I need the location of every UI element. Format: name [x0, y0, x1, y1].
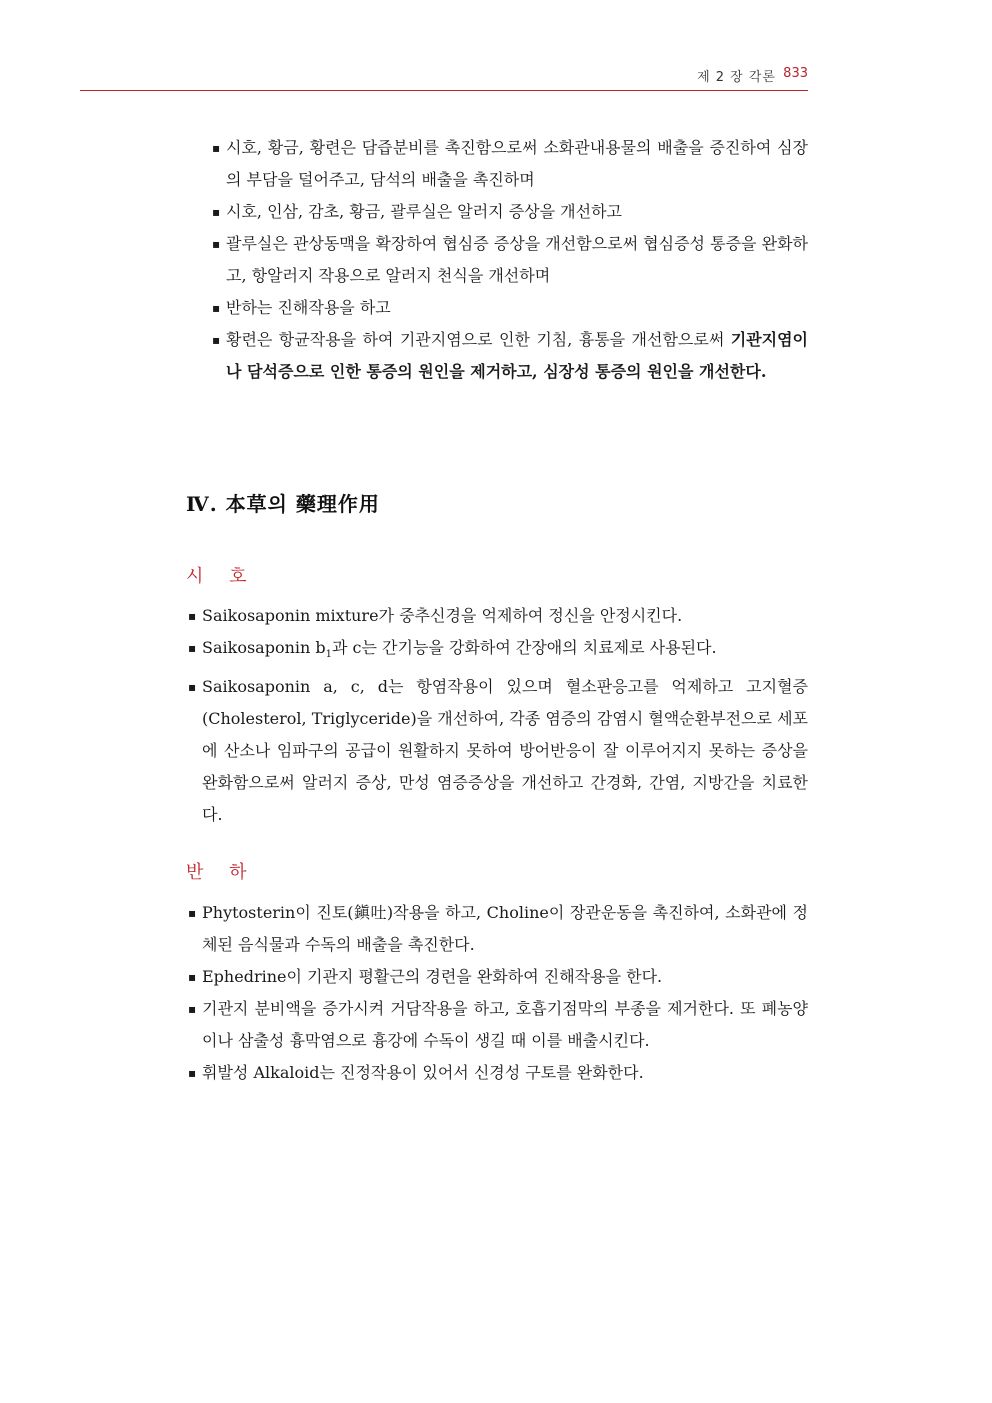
bullet-icon: ▪	[188, 970, 197, 984]
list-item: ▪ 시호, 황금, 황련은 담즙분비를 촉진함으로써 소화관내용물의 배출을 증진하여 심장의 부담을 덜어주고, 담석의 배출을 촉진하며	[226, 132, 808, 196]
list-item: ▪ 휘발성 Alkaloid는 진정작용이 있어서 신경성 구토를 완화한다.	[202, 1057, 808, 1089]
list-item: ▪ Phytosterin이 진토(鎭吐)작용을 하고, Choline이 장관운동을 촉진하여, 소화관에 정체된 음식물과 수독의 배출을 촉진한다.	[202, 897, 808, 961]
list-item: ▪ 시호, 인삼, 감초, 황금, 괄루실은 알러지 증상을 개선하고	[226, 196, 808, 228]
bullet-icon: ▪	[212, 237, 221, 251]
page-header	[80, 62, 808, 91]
banha-effects-list	[188, 897, 808, 1089]
bullet-icon: ▪	[188, 1066, 197, 1080]
herb-heading-siho: 시 호	[186, 566, 257, 587]
summary-list	[212, 132, 808, 388]
bullet-icon: ▪	[212, 205, 221, 219]
list-item: ▪ Saikosaponin a, c, d는 항염작용이 있으며 혈소판응고를 억제하고 고지혈증(Cholesterol, Triglyceride)을 개선하여, 각종 염증의 감염시 혈액순환부전으로 세포에 산소나 임파구의 공급이 원활하지 못하여 방어반응이 잘 이루어지지 못하는 증상을 완화함으로써 알러지 증상, 만성 염증증상을 개선하고 간경화, 간염, 지방간을 치료한다.	[202, 671, 808, 831]
list-item: ▪ 기관지 분비액을 증가시켜 거담작용을 하고, 호흡기점막의 부종을 제거한다. 또 폐농양이나 삼출성 흉막염으로 흉강에 수독이 생길 때 이를 배출시킨다.	[202, 993, 808, 1057]
bullet-icon: ▪	[212, 333, 221, 347]
bullet-icon: ▪	[188, 641, 197, 655]
list-item: ▪ Saikosaponin mixture가 중추신경을 억제하여 정신을 안정시킨다.	[202, 600, 808, 632]
bullet-icon: ▪	[188, 1002, 197, 1016]
chapter-title: 제 2 장 각론	[697, 70, 776, 85]
list-item: ▪ 황련은 항균작용을 하여 기관지염으로 인한 기침, 흉통을 개선함으로써 기관지염이나 담석증으로 인한 통증의 원인을 제거하고, 심장성 통증의 원인을 개선한다.	[226, 324, 808, 388]
list-item: ▪ Saikosaponin $b_1$과 c는 간기능을 강화하여 간장애의 치료제로 사용된다.	[202, 632, 808, 671]
bullet-icon: ▪	[188, 906, 197, 920]
bullet-icon: ▪	[188, 680, 197, 695]
bullet-icon: ▪	[212, 141, 221, 155]
list-item: ▪ Ephedrine이 기관지 평활근의 경련을 완화하여 진해작용을 한다.	[202, 961, 808, 993]
bullet-icon: ▪	[212, 301, 221, 315]
bullet-icon: ▪	[188, 609, 197, 623]
emphasis-text: 기관지염이나 담석증으로 인한 통증의 원인을 제거하고, 심장성 통증의 원인을 개선한다.	[226, 330, 808, 381]
siho-effects-list	[188, 600, 808, 831]
herb-heading-banha: 반 하	[186, 862, 257, 883]
section-title: Ⅳ. 本草의 藥理作用	[186, 492, 380, 516]
page-number: 833	[783, 66, 808, 81]
list-item: ▪ 괄루실은 관상동맥을 확장하여 협심증 증상을 개선함으로써 협심증성 통증을 완화하고, 항알러지 작용으로 알러지 천식을 개선하며	[226, 228, 808, 292]
list-item: ▪ 반하는 진해작용을 하고	[226, 292, 808, 324]
